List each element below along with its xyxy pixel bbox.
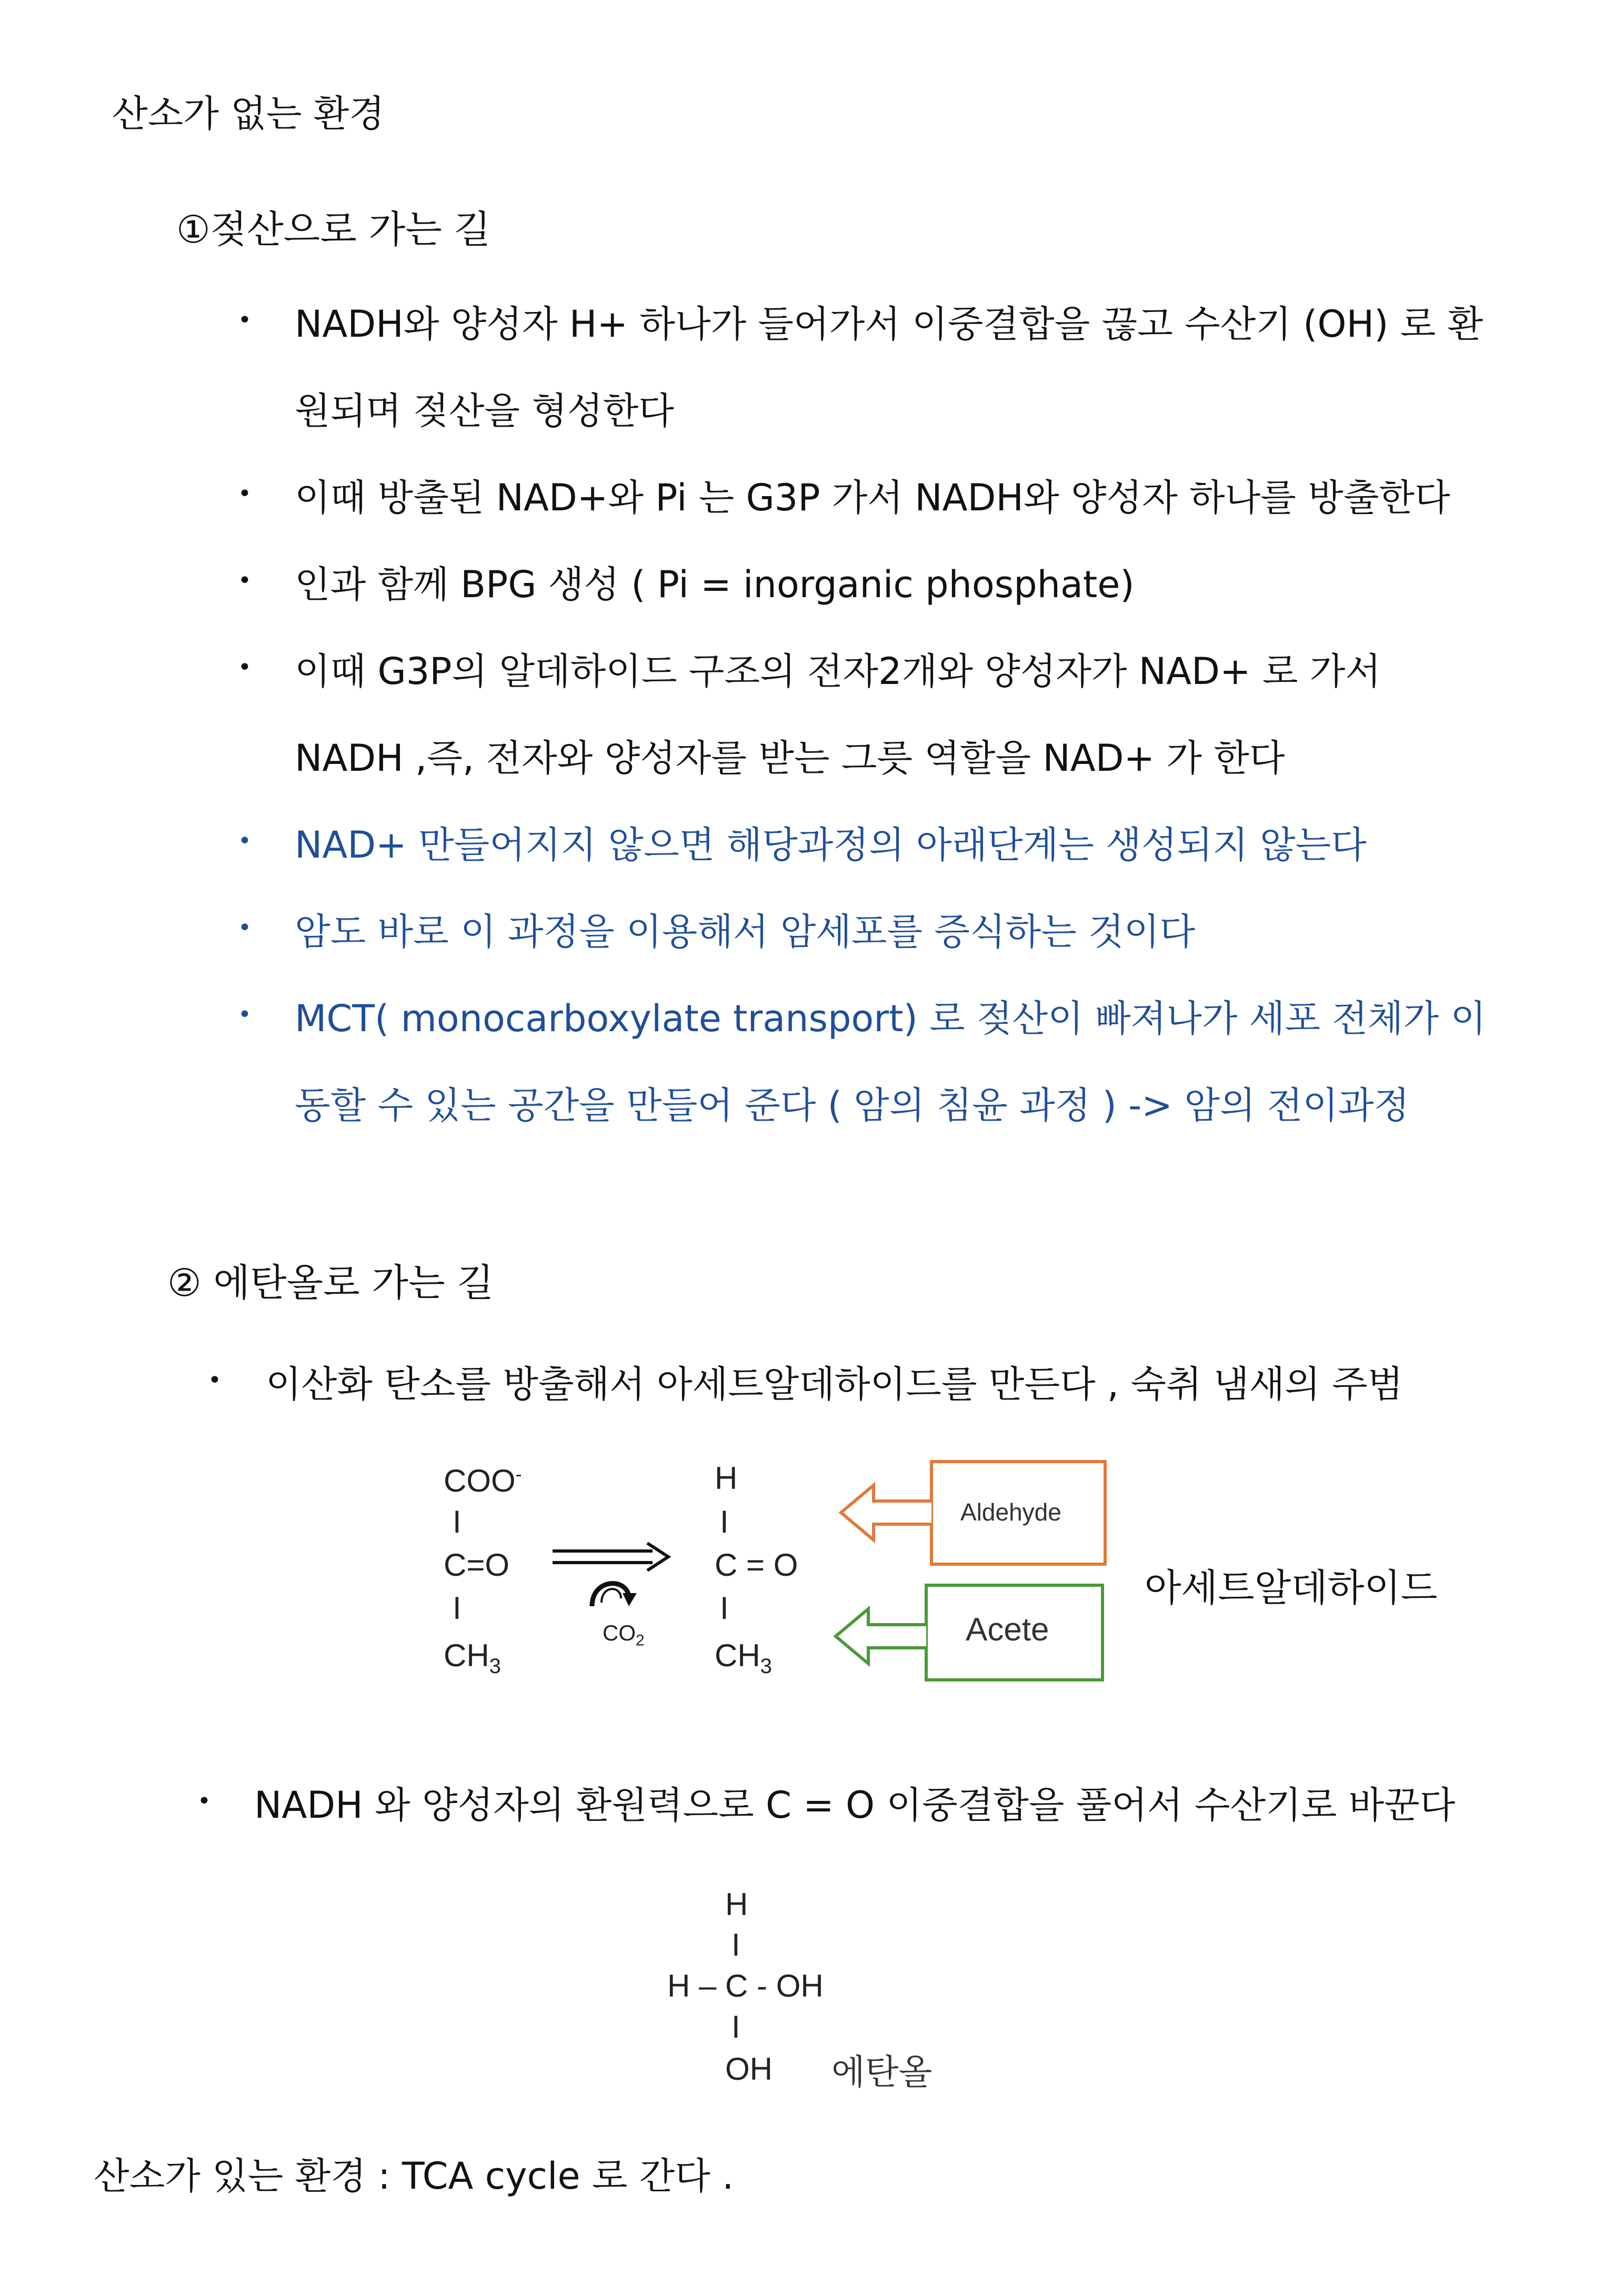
bullet-dot: •	[238, 480, 252, 507]
lactic-heading: ①젖산으로 가는 길	[176, 207, 491, 251]
acete-label: Acete	[966, 1612, 1049, 1648]
acetaldehyde-methyl: $CH_3$	[715, 1638, 772, 1678]
ethanol-name: 에탄올	[831, 2052, 933, 2092]
lactic-bullet-2: 이때 방출된 NAD+와 Pi 는 G3P 가서 NADH와 양성자 하나를 방출한다	[295, 476, 1450, 519]
lactic-bullet-4-line-2: NADH ,즉, 전자와 양성자를 받는 그릇 역할을 NAD+ 가 한다	[295, 737, 1285, 780]
co2-label: $CO_2$	[603, 1620, 645, 1649]
lactic-bullet-3: 인과 함께 BPG 생성 ( Pi = inorganic phosphate)	[295, 563, 1135, 606]
pyruvate-methyl: $CH_3$	[444, 1638, 501, 1678]
lactic-bullet-7-line-2: 동할 수 있는 공간을 만들어 준다 ( 암의 침윤 과정 ) -> 암의 전이과정	[295, 1084, 1410, 1127]
ethanol-bullet-1: 이산화 탄소를 방출해서 아세트알데하이드를 만든다 , 숙취 냄새의 주범	[266, 1363, 1404, 1406]
bullet-dot: •	[238, 307, 252, 334]
bond-line: I	[453, 1504, 462, 1539]
bullet-dot: •	[238, 914, 252, 941]
bond-line: I	[731, 1927, 740, 1962]
bullet-dot: •	[208, 1367, 222, 1394]
bullet-dot: •	[238, 654, 252, 681]
aldehyde-label: Aldehyde	[960, 1498, 1061, 1526]
ethanol-heading: ② 에탄올로 가는 길	[167, 1261, 494, 1305]
acetaldehyde-carbonyl: C = O	[715, 1547, 798, 1583]
acetaldehyde-h: H	[715, 1461, 738, 1496]
bullet-dot: •	[238, 1001, 252, 1028]
lactic-bullet-4-line-1: 이때 G3P의 알데하이드 구조의 전자2개와 양성자가 NAD+ 로 가서	[295, 650, 1381, 693]
bond-line: I	[453, 1590, 462, 1626]
anaerobic-title: 산소가 없는 환경	[112, 92, 385, 135]
lactic-bullet-5: NAD+ 만들어지지 않으면 해당과정의 아래단계는 생성되지 않는다	[295, 823, 1367, 867]
lactic-bullet-7-line-1: MCT( monocarboxylate transport) 로 젖산이 빠져나가 세포 전체가 이	[295, 997, 1486, 1040]
ethanol-oh-bottom: OH	[725, 2051, 773, 2087]
lactic-bullet-6: 암도 바로 이 과정을 이용해서 암세포를 증식하는 것이다	[295, 910, 1196, 953]
lactic-bullet-1-line-1: NADH와 양성자 H+ 하나가 들어가서 이중결합을 끊고 수산기 (OH) 로 환	[295, 303, 1483, 346]
bond-line: I	[720, 1590, 729, 1626]
pyruvate-carboxylate: COO-	[444, 1463, 522, 1498]
bullet-dot: •	[197, 1788, 211, 1815]
reaction-arrow	[550, 1540, 676, 1609]
bullet-dot: •	[238, 828, 252, 854]
ethanol-middle: H – C - OH	[667, 1968, 824, 2003]
pyruvate-carbonyl: C=O	[444, 1547, 510, 1583]
bond-line: I	[720, 1504, 729, 1539]
aerobic-title: 산소가 있는 환경 : TCA cycle 로 간다 .	[94, 2154, 734, 2198]
ethanol-h-top: H	[725, 1887, 748, 1922]
ethanol-bullet-2: NADH 와 양성자의 환원력으로 C = O 이중결합을 풀어서 수산기로 바꾼다	[254, 1784, 1456, 1827]
acetaldehyde-name: 아세트알데하이드	[1145, 1566, 1438, 1610]
bond-line: I	[731, 2009, 740, 2045]
bullet-dot: •	[238, 567, 252, 594]
lactic-bullet-1-line-2: 원되며 젖산을 형성한다	[295, 389, 674, 432]
